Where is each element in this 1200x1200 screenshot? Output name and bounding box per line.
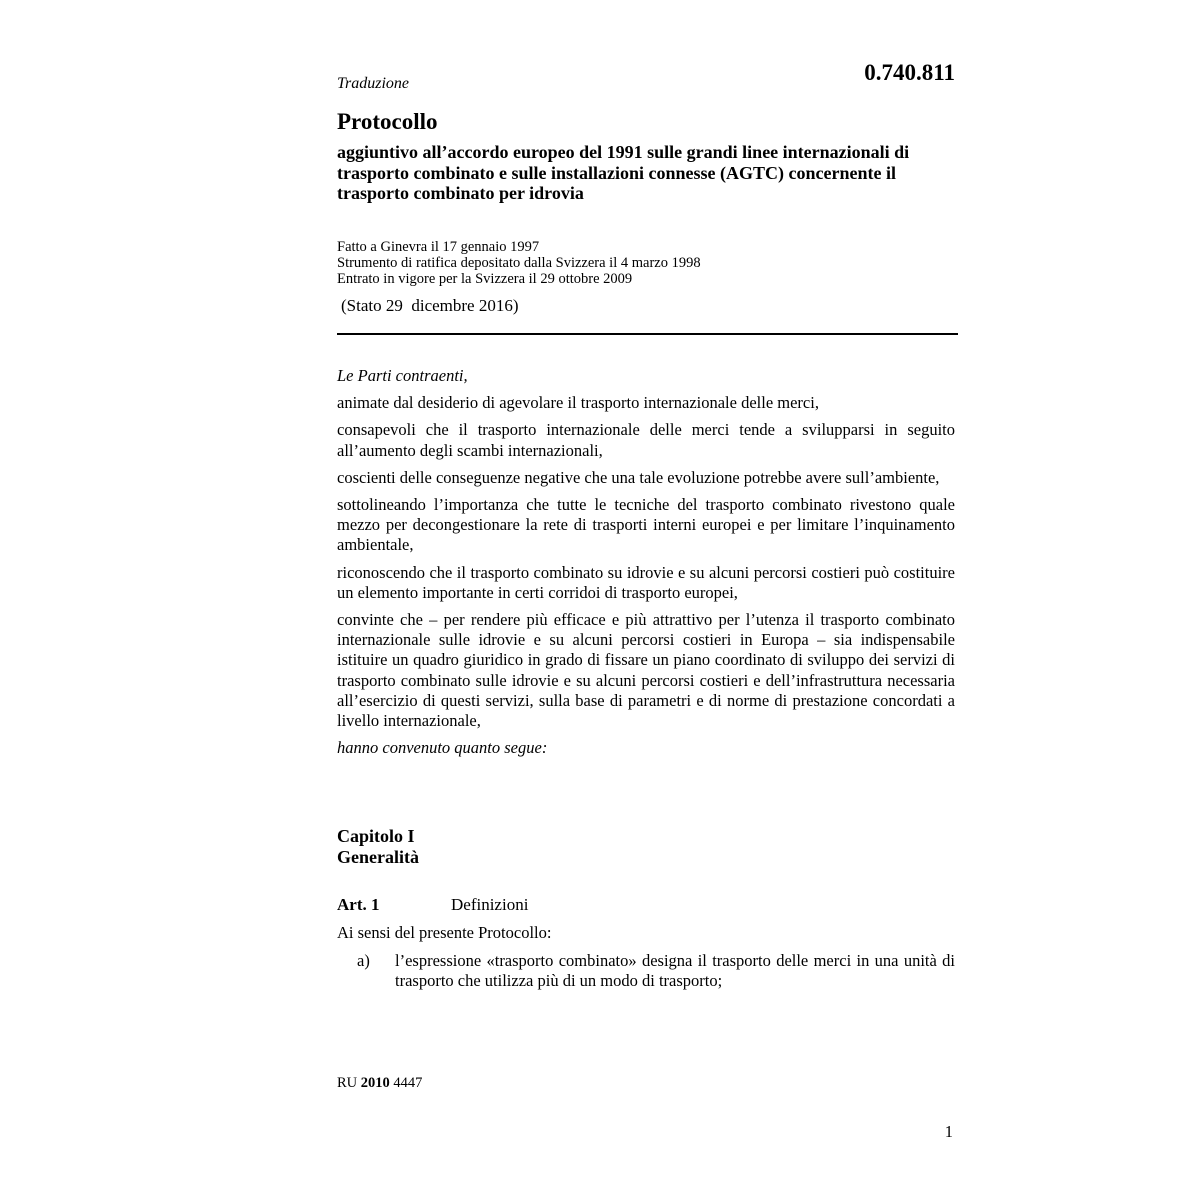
- preamble-paragraph: convinte che – per rendere più efficace e più attrattivo per l’utenza il trasporto combinato internazionale sulle idrovie e su alcuni percorsi costieri in Europa – sia indispensabile istituire un quadro giuridico in grado di fissare un piano coordinato di sviluppo dei servizi di trasporto combinato sulle idrovie e su alcuni percorsi costieri e dell’infrastruttura necessaria all’esercizio di questi servizi, sulla base di parametri e di norme di prestazione concordati a livello internazionale,: [337, 610, 955, 731]
- translation-label: Traduzione: [337, 75, 410, 92]
- meta-fatto: Fatto a Ginevra il 17 gennaio 1997: [337, 239, 540, 255]
- list-marker: a): [357, 951, 370, 970]
- preamble-paragraph: coscienti delle conseguenze negative che una tale evoluzione potrebbe avere sull’ambiente,: [337, 467, 940, 487]
- footer-ru-reference: [337, 1074, 422, 1092]
- preamble-paragraph: riconoscendo che il trasporto combinato su idrovie e su alcuni percorsi costieri può costituire un elemento importante in certi corridoi di trasporto europei,: [337, 562, 955, 602]
- document-subtitle: aggiuntivo all’accordo europeo del 1991 sulle grandi linee internazionali di trasporto combinato e sulle installazioni connesse (AGTC) concernente il trasporto combinato per idrovia: [337, 142, 910, 203]
- list-item: [337, 951, 955, 991]
- preamble-paragraph: sottolineando l’importanza che tutte le tecniche del trasporto combinato rivestono quale mezzo per decongestionare la rete di trasporti interni europei e per limitare l’inquinamento ambientale,: [337, 495, 955, 555]
- article-heading: [337, 894, 955, 916]
- article-number: Art. 1: [337, 895, 380, 914]
- document-title: Protocollo: [337, 109, 438, 134]
- sr-number: 0.740.811: [864, 60, 955, 85]
- chapter-title: Generalità: [337, 846, 419, 867]
- document-page: [337, 0, 955, 1200]
- ru-year: 2010: [360, 1075, 390, 1091]
- preamble-paragraph: animate dal desiderio di agevolare il trasporto internazionale delle merci,: [337, 393, 819, 413]
- chapter-heading: [337, 826, 419, 867]
- chapter-number: Capitolo I: [337, 826, 415, 846]
- preamble-paragraph: consapevoli che il trasporto internazionale delle merci tende a svilupparsi in seguito all’aumento degli scambi internazionali,: [337, 420, 955, 460]
- preamble: [337, 366, 955, 765]
- meta-entrato: Entrato in vigore per la Svizzera il 29 ottobre 2009: [337, 271, 633, 287]
- ru-page: 4447: [393, 1075, 423, 1091]
- preamble-closing: hanno convenuto quanto segue:: [337, 738, 548, 758]
- document-meta: [337, 239, 701, 287]
- list-item-text: l’espressione «trasporto combinato» designa il trasporto delle merci in una unità di trasporto che utilizza più di un modo di trasporto;: [395, 951, 955, 991]
- article-title: Definizioni: [451, 895, 529, 914]
- page-number: 1: [944, 1122, 953, 1141]
- header-divider: [337, 333, 958, 335]
- preamble-intro: Le Parti contraenti,: [337, 366, 468, 385]
- meta-stato: (Stato 29 dicembre 2016): [341, 296, 519, 315]
- ru-prefix: RU: [337, 1075, 358, 1091]
- article-intro: Ai sensi del presente Protocollo:: [337, 923, 552, 942]
- meta-strumento: Strumento di ratifica depositato dalla Svizzera il 4 marzo 1998: [337, 255, 701, 271]
